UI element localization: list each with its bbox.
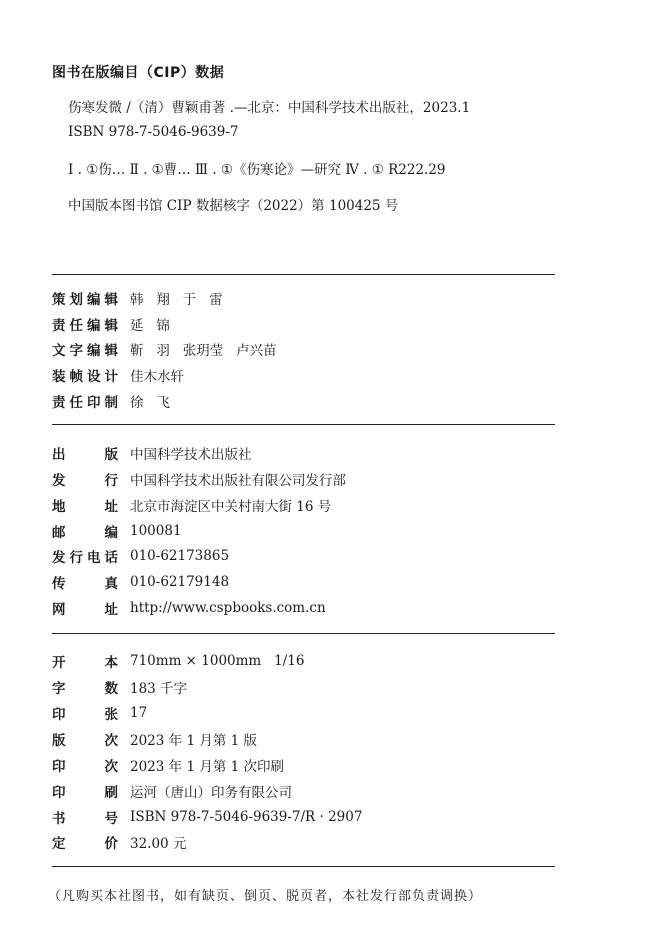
publisher-label: 网址 (52, 602, 118, 618)
cip-book-info: 伤寒发微 /（清）曹颖甫著 .—北京：中国科学技术出版社，2023.1 (68, 100, 471, 116)
spec-value: 32.00 元 (130, 836, 187, 852)
spec-label: 开本 (52, 655, 118, 671)
publisher-row (52, 572, 229, 592)
editor-value: 靳 羽 张玥莹 卢兴苗 (130, 343, 277, 359)
spec-value: 2023 年 1 月第 1 版 (130, 733, 257, 749)
spec-label: 印刷 (52, 785, 118, 801)
spec-row (52, 781, 292, 801)
publisher-label: 地址 (52, 499, 118, 515)
cip-isbn: ISBN 978-7-5046-9639-7 (68, 124, 239, 140)
spec-label: 字数 (52, 681, 118, 697)
spec-row (52, 677, 187, 697)
spec-row (52, 651, 304, 671)
publisher-row (52, 495, 331, 515)
divider-rule (52, 274, 555, 275)
publisher-value: 100081 (130, 523, 182, 539)
publisher-row (52, 443, 252, 463)
cip-title: 图书在版编目（CIP）数据 (52, 65, 225, 81)
publisher-label: 发行电话 (52, 550, 118, 566)
divider-rule (52, 866, 555, 867)
cip-record-number: 中国版本图书馆 CIP 数据核字（2022）第 100425 号 (68, 198, 399, 214)
spec-label: 印次 (52, 759, 118, 775)
spec-row (52, 729, 257, 749)
editor-label: 责任编辑 (52, 318, 118, 334)
publisher-value: 北京市海淀区中关村南大街 16 号 (130, 499, 332, 515)
publisher-value: 010-62173865 (130, 548, 230, 564)
publisher-label: 邮编 (52, 525, 118, 541)
cip-classification: Ⅰ . ①伤… Ⅱ . ①曹… Ⅲ . ①《伤寒论》—研究 Ⅳ . ① R222.29 (68, 162, 446, 178)
publisher-row (52, 469, 346, 489)
spec-row (52, 703, 147, 723)
editor-label: 文字编辑 (52, 343, 118, 359)
spec-value: 运河（唐山）印务有限公司 (130, 785, 292, 801)
spec-row (52, 755, 284, 775)
publisher-label: 发行 (52, 473, 118, 489)
publisher-value: 010-62179148 (130, 574, 230, 590)
publisher-value: 中国科学技术出版社 (130, 447, 252, 463)
spec-value: ISBN 978-7-5046-9639-7/R · 2907 (130, 809, 363, 825)
divider-rule (52, 424, 555, 425)
spec-value: 710mm × 1000mm 1/16 (130, 653, 305, 669)
spec-value: 2023 年 1 月第 1 次印刷 (130, 759, 284, 775)
editor-row (52, 339, 277, 359)
spec-value: 183 千字 (130, 681, 188, 697)
publisher-row (52, 546, 229, 566)
editor-row (52, 288, 223, 308)
publisher-label: 传真 (52, 576, 118, 592)
editor-label: 装帧设计 (52, 369, 118, 385)
spec-label: 版次 (52, 733, 118, 749)
spec-row (52, 807, 362, 827)
publisher-row (52, 598, 326, 618)
publisher-website: http://www.cspbooks.com.cn (130, 600, 326, 616)
divider-rule (52, 633, 555, 634)
editor-value: 佳木水轩 (130, 369, 184, 385)
editor-row (52, 365, 184, 385)
spec-label: 书号 (52, 811, 118, 827)
editor-label: 责任印制 (52, 395, 118, 411)
spec-value: 17 (130, 705, 148, 721)
publisher-value: 中国科学技术出版社有限公司发行部 (130, 473, 346, 489)
editor-row (52, 391, 170, 411)
spec-label: 定价 (52, 836, 118, 852)
editor-value: 延 锦 (130, 318, 170, 334)
publisher-row (52, 521, 182, 541)
editor-row (52, 314, 170, 334)
spec-row (52, 832, 186, 852)
editor-value: 韩 翔 于 雷 (130, 292, 223, 308)
publisher-label: 出版 (52, 447, 118, 463)
editor-value: 徐 飞 (130, 395, 170, 411)
footer-note: （凡购买本社图书，如有缺页、倒页、脱页者，本社发行部负责调换） (48, 889, 483, 904)
editor-label: 策划编辑 (52, 292, 118, 308)
spec-label: 印张 (52, 707, 118, 723)
